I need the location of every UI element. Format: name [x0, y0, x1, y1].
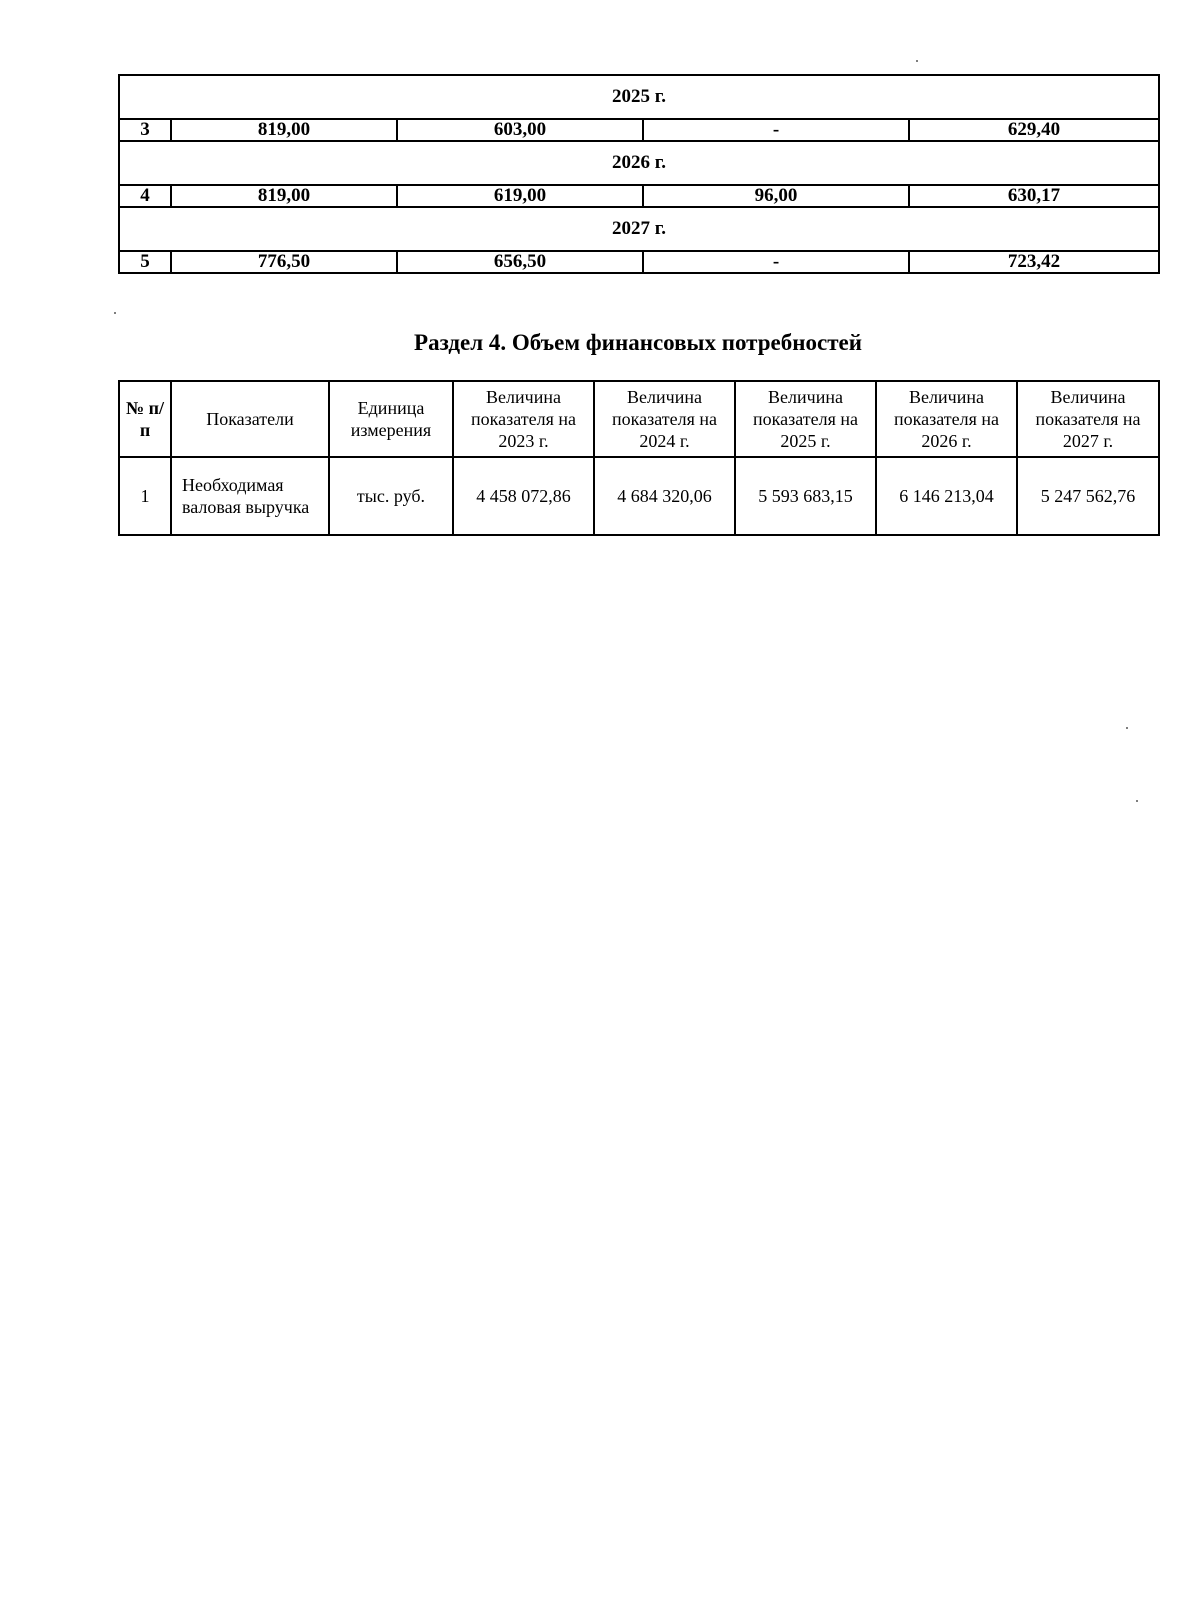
year-row-2027 [119, 207, 1159, 251]
header-2025: Величина показателя на 2025 г. [735, 381, 876, 457]
scan-speck [916, 60, 918, 62]
year-label: 2025 г. [119, 75, 1159, 119]
value-cell-2025: 5 593 683,15 [735, 457, 876, 535]
header-2024: Величина показателя на 2024 г. [594, 381, 735, 457]
table-cell: 656,50 [397, 251, 643, 273]
indicator-cell: Необходимая валовая выручка [171, 457, 329, 535]
value-cell-2024: 4 684 320,06 [594, 457, 735, 535]
table-cell: 819,00 [171, 119, 397, 141]
header-indicator: Показатели [171, 381, 329, 457]
table-cell: 776,50 [171, 251, 397, 273]
header-2027: Величина показателя на 2027 г. [1017, 381, 1159, 457]
table-row [119, 457, 1159, 535]
header-num: № п/п [119, 381, 171, 457]
year-label: 2027 г. [119, 207, 1159, 251]
table-header-row [119, 381, 1159, 457]
table-cell: - [643, 119, 909, 141]
table-cell: - [643, 251, 909, 273]
table-cell: 819,00 [171, 185, 397, 207]
value-cell-2027: 5 247 562,76 [1017, 457, 1159, 535]
unit-cell: тыс. руб. [329, 457, 453, 535]
table-row [119, 185, 1159, 207]
table-row [119, 119, 1159, 141]
header-2026: Величина показателя на 2026 г. [876, 381, 1017, 457]
table-cell: 630,17 [909, 185, 1159, 207]
year-label: 2026 г. [119, 141, 1159, 185]
value-cell-2023: 4 458 072,86 [453, 457, 594, 535]
table-row [119, 251, 1159, 273]
production-table [118, 74, 1160, 274]
table-cell: 629,40 [909, 119, 1159, 141]
row-number: 1 [119, 457, 171, 535]
table-cell: 603,00 [397, 119, 643, 141]
section-title: Раздел 4. Объем финансовых потребностей [414, 330, 862, 355]
scan-speck [1136, 800, 1138, 802]
scan-speck [114, 312, 116, 314]
year-row-2026 [119, 141, 1159, 185]
row-number: 5 [119, 251, 171, 273]
table-cell: 96,00 [643, 185, 909, 207]
row-number: 3 [119, 119, 171, 141]
table-cell: 619,00 [397, 185, 643, 207]
table-cell: 723,42 [909, 251, 1159, 273]
row-number: 4 [119, 185, 171, 207]
header-2023: Величина показателя на 2023 г. [453, 381, 594, 457]
header-unit: Единица измерения [329, 381, 453, 457]
scan-speck [1126, 727, 1128, 729]
value-cell-2026: 6 146 213,04 [876, 457, 1017, 535]
finance-table [118, 380, 1160, 536]
year-row-2025 [119, 75, 1159, 119]
